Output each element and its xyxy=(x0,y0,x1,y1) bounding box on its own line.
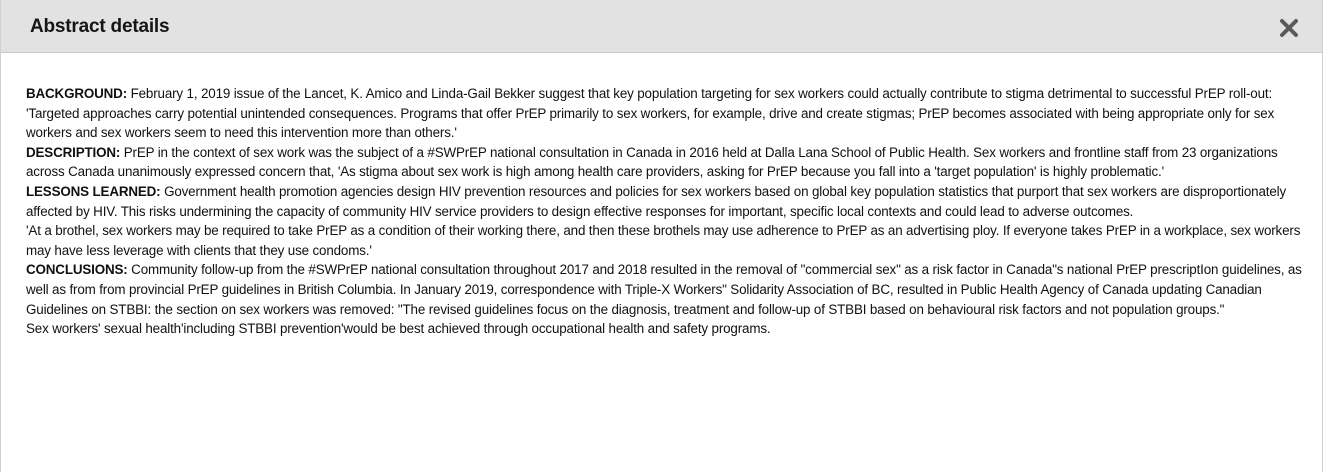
background-paragraph xyxy=(26,84,1306,104)
lessons-learned-paragraph xyxy=(26,182,1306,221)
lessons-learned-quote: 'At a brothel, sex workers may be required to take PrEP as a condition of their working there, and then these brothels may use adherence to PrEP as an advertising ploy. If everyone takes PrEP in a workplace, sex workers may have less leverage with clients that they use condoms.' xyxy=(26,223,1301,258)
background-label: BACKGROUND: xyxy=(26,86,128,101)
lessons-learned-text: Government health promotion agencies design HIV prevention resources and policies for sex workers based on global key population statistics that purport that sex workers are disproportionately affected by HIV. This risks undermining the capacity of community HIV service providers to design effective responses for important, specific local contexts and could lead to adverse outcomes. xyxy=(26,183,1286,219)
conclusions-paragraph xyxy=(26,260,1306,319)
background-text: February 1, 2019 issue of the Lancet, K. Amico and Linda-Gail Bekker suggest that key population targeting for sex workers could actually contribute to stigma detrimental to successful PrEP roll-out: xyxy=(127,86,1273,101)
dialog-title: Abstract details xyxy=(30,16,170,37)
dialog-header xyxy=(1,0,1322,53)
conclusions-closing: Sex workers' sexual health'including STBBI prevention'would be best achieved through occupational health and safety programs. xyxy=(26,321,771,337)
lessons-learned-label: LESSONS LEARNED: xyxy=(26,183,161,199)
abstract-body xyxy=(26,84,1306,339)
conclusions-text: Community follow-up from the #SWPrEP national consultation throughout 2017 and 2018 resulted in the removal of "commercial sex" as a risk factor in Canada"s national PrEP prescriptIon guidelines, as well as from from provincial PrEP guidelines in British Columbia. In January 2019, correspondence with Triple-X Workers" Solidarity Association of BC, resulted in Public Health Agency of Canada updating Canadian Guidelines on STBBI: the section on sex workers was removed: "The revised guidelines focus on the diagnosis, treatment and follow-up of STBBI based on behavioural risk factors and not population groups." xyxy=(26,262,1302,317)
background-quote: 'Targeted approaches carry potential unintended consequences. Programs that offer PrEP primarily to sex workers, for example, drive and create stigmas; PrEP becomes associated with being appropriate only for sex workers and sex workers seem to need this intervention more than others.' xyxy=(26,105,1275,141)
description-label: DESCRIPTION: xyxy=(26,144,121,160)
close-icon xyxy=(1278,17,1300,39)
description-text: PrEP in the context of sex work was the subject of a #SWPrEP national consultation in Canada in 2016 held at Dalla Lana School of Public Health. Sex workers and frontline staff from 23 organizations across Canada unanimously expressed concern that, 'As stigma about sex work is high among health care providers, asking for PrEP because you fall into a 'target population' is highly problematic.' xyxy=(26,144,1278,180)
description-paragraph xyxy=(26,143,1306,182)
close-button[interactable] xyxy=(1278,17,1300,39)
conclusions-label: CONCLUSIONS: xyxy=(26,262,128,278)
